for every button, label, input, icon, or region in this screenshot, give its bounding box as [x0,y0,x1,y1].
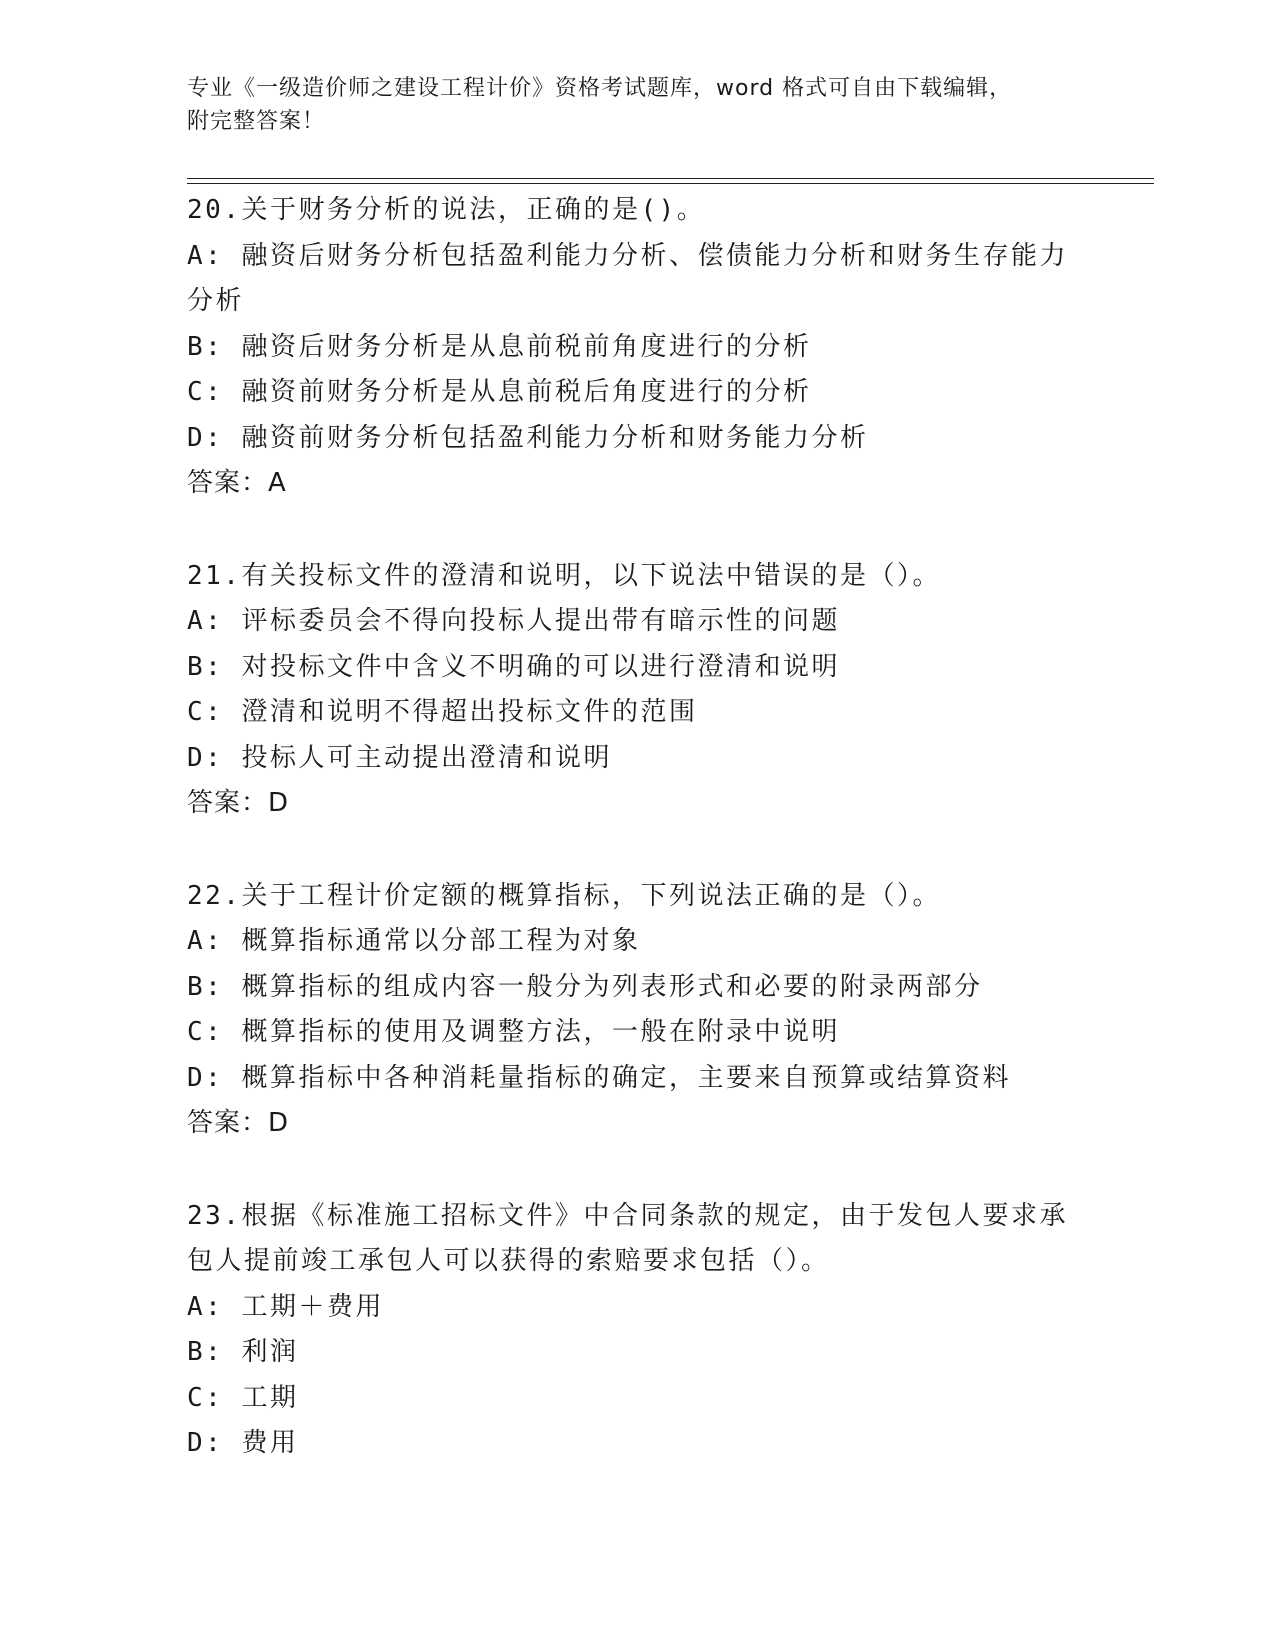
answer-line: 答案：D [187,1108,290,1138]
option-c: C: 融资前财务分析是从息前税后角度进行的分析 [187,377,812,407]
question-stem: 20.关于财务分析的说法，正确的是()。 [187,195,706,225]
question-stem: 22.关于工程计价定额的概算指标，下列说法正确的是（）。 [187,880,941,911]
option-d: D: 费用 [187,1428,299,1458]
option-c: C: 工期 [187,1382,299,1413]
answer-line: 答案：D [187,788,290,818]
answer-line: 答案：A [187,468,287,498]
option-a: A: 融资后财务分析包括盈利能力分析、偿债能力分析和财务生存能力分析 [187,240,1068,316]
question-stem: 23.根据《标准施工招标文件》中合同条款的规定，由于发包人要求承包人提前竣工承包人可以获得的索赔要求包括（）。 [187,1200,1068,1276]
option-a: A: 评标委员会不得向投标人提出带有暗示性的问题 [187,606,840,636]
question-stem: 21.有关投标文件的澄清和说明，以下说法中错误的是（）。 [187,560,941,591]
option-b: B: 融资后财务分析是从息前税前角度进行的分析 [187,331,812,362]
option-a: A: 工期＋费用 [187,1291,384,1322]
option-d: D: 融资前财务分析包括盈利能力分析和财务能力分析 [187,422,869,453]
option-c: C: 概算指标的使用及调整方法，一般在附录中说明 [187,1017,840,1047]
header-line-1: 专业《一级造价师之建设工程计价》资格考试题库，word 格式可自由下载编辑， [187,76,1013,101]
header-divider-top [187,178,1154,179]
header-line-2: 附完整答案！ [187,109,326,134]
question-22 [187,874,1087,1147]
option-b: B: 利润 [187,1337,299,1367]
question-list [187,188,1087,1467]
option-c: C: 澄清和说明不得超出投标文件的范围 [187,697,698,727]
document-header [187,72,1087,138]
question-23 [187,1194,1087,1467]
option-b: B: 概算指标的组成内容一般分为列表形式和必要的附录两部分 [187,971,983,1002]
header-divider-bottom [187,183,1154,184]
question-21 [187,554,1087,827]
option-b: B: 对投标文件中含义不明确的可以进行澄清和说明 [187,651,840,682]
question-20 [187,188,1087,507]
option-d: D: 投标人可主动提出澄清和说明 [187,742,612,773]
option-a: A: 概算指标通常以分部工程为对象 [187,926,641,956]
option-d: D: 概算指标中各种消耗量指标的确定，主要来自预算或结算资料 [187,1062,1011,1093]
